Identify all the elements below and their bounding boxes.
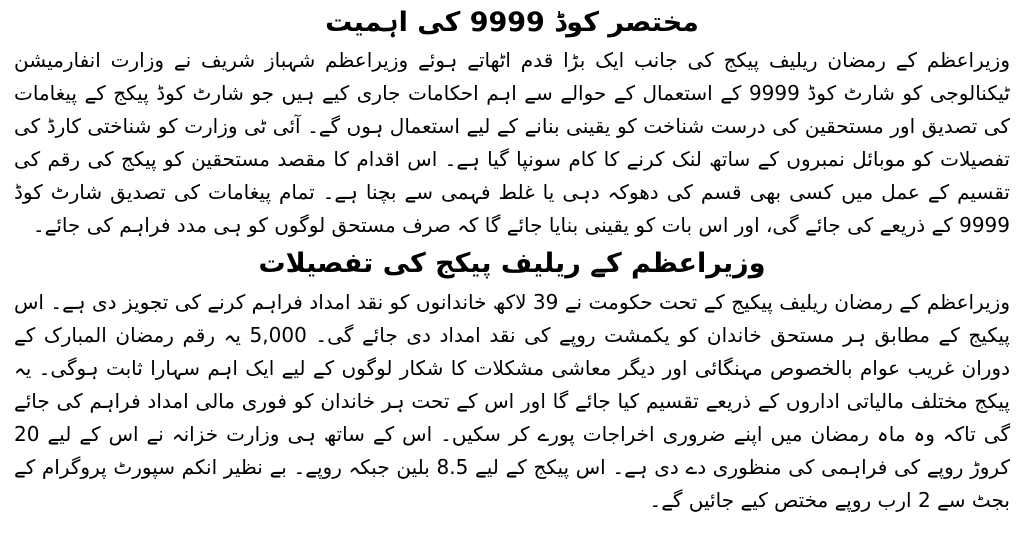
section-body-relief-package: وزیراعظم کے رمضان ریلیف پیکیج کے تحت حکومت نے 39 لاکھ خاندانوں کو نقد امداد فراہم کرنے کی تجویز دی ہے۔ اس پیکیج کے مطابق ہر مستحق خاندان کو یکمشت روپے کی نقد امداد دی جائے گی۔ 5,000 یہ رقم رمضان المبارک کے دوران غریب عوام بالخصوص مہنگائی اور دیگر معاشی مشکلات کا شکار لوگوں کے لیے ایک اہم سہارا ثابت ہوگی۔ یہ پیکج مختلف مالیاتی اداروں کے ذریعے تقسیم کیا جائے گا اور اس کے تحت ہر خاندان کو فوری مالی امداد فراہم کی جائے گی تاکہ وہ ماہ رمضان میں اپنے ضروری اخراجات پورے کر سکیں۔ اس کے ساتھ ہی وزارت خزانہ نے اس کے لیے 20 کروڑ روپے کی فراہمی کی منظوری دے دی ہے۔ اس پیکج کے لیے 8.5 بلین جبکہ روپے۔ بے نظیر انکم سپورٹ پروگرام کے بجٹ سے 2 ارب روپے مختص کیے جائیں گے۔: [14, 290, 1010, 512]
section-heading-shortcode: مختصر کوڈ 9999 کی اہمیت: [325, 7, 699, 38]
section-heading-relief-package: وزیراعظم کے ریلیف پیکج کی تفصیلات: [258, 248, 766, 279]
section-body-shortcode: وزیراعظم کے رمضان ریلیف پیکج کی جانب ایک بڑا قدم اٹھاتے ہوئے وزیراعظم شہباز شریف نے وزارت انفارمیشن ٹیکنالوجی کو شارٹ کوڈ 9999 کے استعمال کے حوالے سے اہم احکامات جاری کیے ہیں جو شارٹ کوڈ پیکج کے پیغامات کی تصدیق اور مستحقین کی درست شناخت کو یقینی بنانے کے لیے استعمال ہوں گے۔ آئی ٹی وزارت کو شناختی کارڈ کی تفصیلات کو موبائل نمبروں کے ساتھ لنک کرنے کا کام سونپا گیا ہے۔ اس اقدام کا مقصد مستحقین کو پیکج کی رقم کی تقسیم کے عمل میں کسی بھی قسم کی دھوکہ دہی یا غلط فہمی سے بچنا ہے۔ تمام پیغامات کی تصدیق شارٹ کوڈ 9999 کے ذریعے کی جائے گی، اور اس بات کو یقینی بنایا جائے گا کہ صرف مستحق لوگوں کو ہی مدد فراہم کی جائے۔: [14, 48, 1010, 237]
